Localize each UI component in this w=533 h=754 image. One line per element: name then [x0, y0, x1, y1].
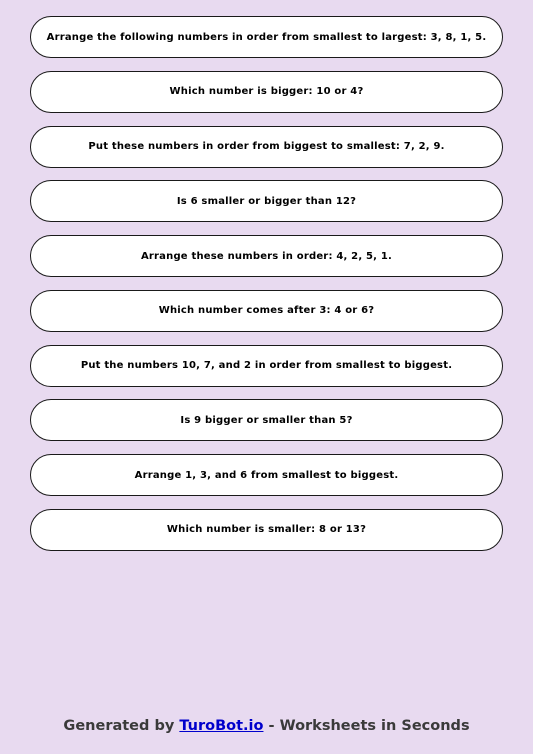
question-list [30, 16, 503, 564]
footer [0, 718, 533, 734]
question-text: Arrange 1, 3, and 6 from smallest to biggest. [134, 469, 399, 481]
question-text: Arrange these numbers in order: 4, 2, 5, 1. [140, 250, 392, 262]
question-box [30, 454, 503, 496]
question-box [30, 71, 503, 113]
turobot-link[interactable]: TuroBot.io [179, 718, 264, 734]
question-box [30, 509, 503, 551]
question-box [30, 345, 503, 387]
question-text: Which number is smaller: 8 or 13? [166, 524, 367, 536]
question-box [30, 290, 503, 332]
footer-suffix: - Worksheets in Seconds [268, 718, 470, 734]
question-box [30, 16, 503, 58]
question-text: Is 9 bigger or smaller than 5? [180, 414, 353, 426]
question-text: Arrange the following numbers in order from smallest to largest: 3, 8, 1, 5. [46, 31, 487, 43]
question-box [30, 399, 503, 441]
footer-prefix: Generated by [63, 718, 175, 734]
question-box [30, 126, 503, 168]
question-text: Is 6 smaller or bigger than 12? [176, 195, 357, 207]
question-text: Which number comes after 3: 4 or 6? [158, 305, 375, 317]
question-box [30, 235, 503, 277]
question-box [30, 180, 503, 222]
question-text: Put the numbers 10, 7, and 2 in order from smallest to biggest. [80, 360, 453, 371]
question-text: Put these numbers in order from biggest to smallest: 7, 2, 9. [88, 141, 445, 152]
question-text: Which number is bigger: 10 or 4? [169, 86, 364, 98]
